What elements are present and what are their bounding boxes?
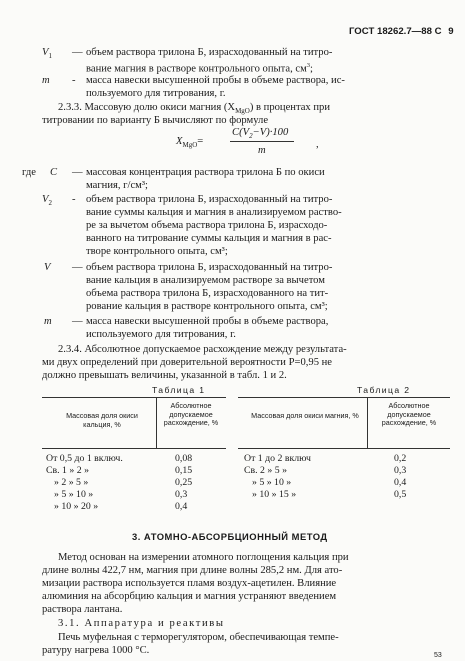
- formula-comma: ,: [316, 139, 319, 150]
- table1-col2-header: Абсолютное допускаемое расхождение, %: [163, 401, 219, 427]
- formula-denominator: m: [258, 145, 266, 156]
- table1-header-rule: [42, 448, 226, 449]
- section3-para-line5: раствора лантана.: [42, 604, 123, 615]
- table1-cell: 0,3: [175, 489, 188, 500]
- def-m-dash: -: [72, 75, 76, 86]
- table1-row: » 10 » 20 »: [54, 501, 99, 512]
- table1-col-divider: [156, 397, 157, 448]
- table1-caption: Таблица 1: [152, 385, 206, 395]
- table1-cell: 0,25: [175, 477, 193, 488]
- table1-row: » 5 » 10 »: [54, 489, 94, 500]
- p234-line2: ми двух определений при доверительной вероятности P=0,95 не: [42, 357, 333, 368]
- def-c-line1: массовая концентрация раствора трилона Б по окиси: [86, 167, 325, 178]
- def-c-dash: —: [72, 167, 83, 178]
- table2-row: » 10 » 15 »: [252, 489, 297, 500]
- table2-row: Св. 2 » 5 »: [244, 465, 288, 476]
- def-v2-line1: объем раствора трилона Б, израсходованный на титро-: [86, 194, 333, 205]
- fraction-bar: [230, 141, 294, 142]
- table2-cell: 0,2: [394, 453, 407, 464]
- def-m2-symbol: m: [44, 316, 52, 327]
- def-v2-line3: ре за вычетом объема раствора трилона Б, израсходо-: [86, 220, 328, 231]
- gost-number: ГОСТ 18262.7—88 С: [349, 26, 442, 37]
- table2-col2-header: Абсолютное допускаемое расхождение, %: [381, 401, 437, 427]
- def-m-line2: пользуемого для титрования, г.: [86, 88, 226, 99]
- def-m2-line1: масса навески высушенной пробы в объеме раствора,: [86, 316, 329, 327]
- section3-para-line2: длине волны 422,7 нм, магния при длине волны 285,2 нм. Для ато-: [42, 565, 343, 576]
- def-v-dash: —: [72, 262, 83, 273]
- p31-line2: ратуру нагрева 1000 °С.: [42, 645, 150, 656]
- def-v-symbol: V: [44, 262, 51, 273]
- page-number-header: 9: [448, 26, 454, 37]
- table2-header-rule: [238, 448, 450, 449]
- formula-lhs: $X_{MgO}=$: [176, 136, 204, 150]
- p234-line3: должно превышать величины, указанной в табл. 1 и 2.: [42, 370, 287, 381]
- def-m-line1: масса навески высушенной пробы в объеме раствора, ис-: [86, 75, 345, 86]
- def-v-line3: объема раствора трилона Б, израсходованного на тит-: [86, 288, 329, 299]
- def-v-line1: объем раствора трилона Б, израсходованный на титро-: [86, 262, 333, 273]
- section3-para-line3: мизации раствора используется пламя воздух-ацетилен. Влияние: [42, 578, 337, 589]
- table2-row: » 5 » 10 »: [252, 477, 292, 488]
- def-c-symbol: C: [50, 167, 58, 178]
- p233-line2: титровании по варианту Б вычисляют по формуле: [42, 115, 269, 126]
- table1-top-rule: [42, 397, 226, 398]
- def-v2-dash: -: [72, 194, 76, 205]
- def-v-line4: рование кальция в растворе контрольного опыта, см³;: [86, 301, 328, 312]
- def-v2-symbol: $V_2$: [42, 194, 52, 208]
- table2-col-divider: [367, 397, 368, 448]
- p31-line1: Печь муфельная с терморегулятором, обеспечивающая темпе-: [58, 632, 339, 643]
- def-v1-dash: —: [72, 47, 83, 58]
- p234-line1: 2.3.4. Абсолютное допускаемое расхождение между результата-: [58, 344, 347, 355]
- def-where: где: [22, 167, 36, 178]
- def-v2-line5: творе контрольного опыта, см³;: [86, 246, 228, 257]
- def-m2-line2: используемого для титрования, г.: [86, 329, 236, 340]
- running-header: [349, 26, 454, 37]
- def-v-line2: вание кальция в анализируемом растворе за вычетом: [86, 275, 325, 286]
- def-c-line2: магния, г/см³;: [86, 180, 149, 191]
- table1-col1-header: Массовая доля окиси кальция, %: [66, 411, 138, 429]
- def-v1-symbol: $V_1$: [42, 47, 52, 61]
- table1-cell: 0,08: [175, 453, 193, 464]
- section3-para-line1: Метод основан на измерении атомного поглощения кальция при: [58, 552, 349, 563]
- table1-row: Св. 1 » 2 »: [46, 465, 90, 476]
- def-v2-line2: вание суммы кальция и магния в анализируемом раство-: [86, 207, 342, 218]
- section3-title: 3. АТОМНО-АБСОРБЦИОННЫЙ МЕТОД: [132, 531, 328, 542]
- table2-cell: 0,5: [394, 489, 407, 500]
- formula-numerator: $C(V_2-V)\cdot 100$: [232, 127, 289, 141]
- subsection-31-title: 3.1. Аппаратура и реактивы: [58, 618, 225, 629]
- table2-top-rule: [238, 397, 450, 398]
- footer-page-number: 53: [434, 652, 442, 659]
- table1-cell: 0,15: [175, 465, 193, 476]
- p233-line1: 2.3.3. Массовую долю окиси магния $(X_{MgO})$ в процентах при: [58, 102, 331, 116]
- table2-col1-header: Массовая доля окиси магния, %: [251, 411, 359, 420]
- section3-para-line4: алюминия на абсорбцию кальция и магния устраняют введением: [42, 591, 337, 602]
- def-v1-line1: объем раствора трилона Б, израсходованный на титро-: [86, 47, 333, 58]
- table2-caption: Таблица 2: [357, 385, 411, 395]
- def-v1-line2: вание магния в растворе контрольного опыта, $см^3$;: [86, 62, 313, 75]
- table1-row: От 0,5 до 1 включ.: [46, 453, 123, 464]
- def-m2-dash: —: [72, 316, 83, 327]
- table2-row: От 1 до 2 включ: [244, 453, 311, 464]
- def-v2-line4: ванного на титрование суммы кальция и магния в рас-: [86, 233, 332, 244]
- table1-row: » 2 » 5 »: [54, 477, 89, 488]
- def-m-symbol: m: [42, 75, 50, 86]
- table2-cell: 0,4: [394, 477, 407, 488]
- table2-cell: 0,3: [394, 465, 407, 476]
- table1-cell: 0,4: [175, 501, 188, 512]
